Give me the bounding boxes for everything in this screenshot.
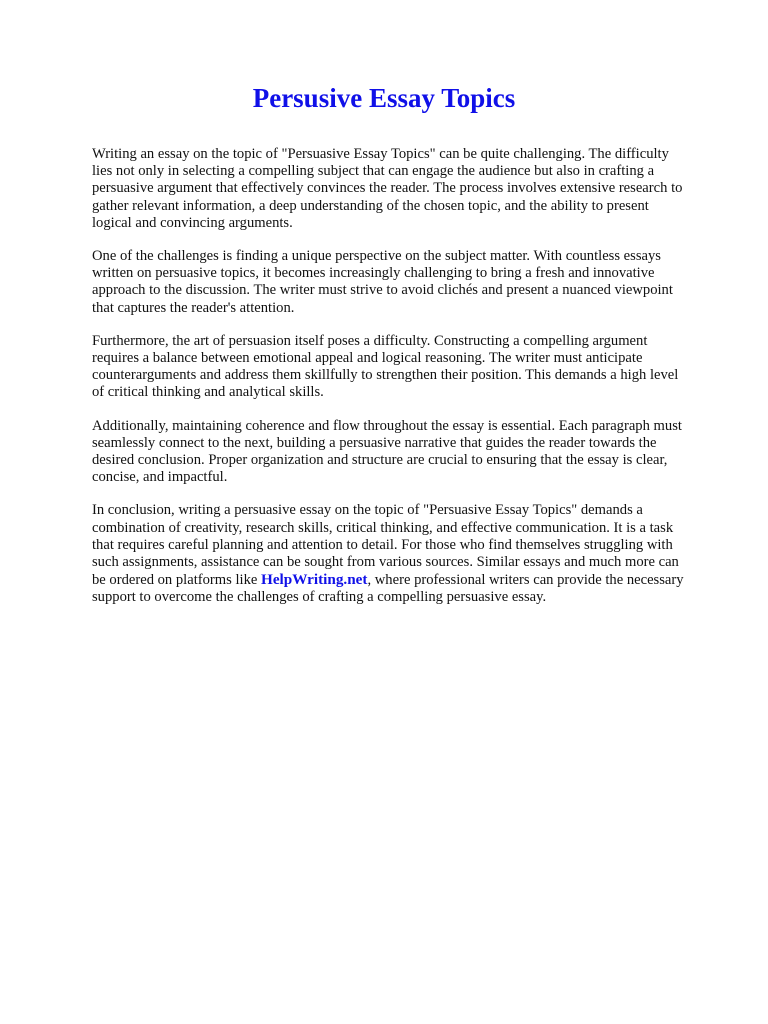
conclusion-text-after-link: , where professional writers can provide the necessary support to overcome the challenges of crafting a compelling persuasive essay. — [92, 572, 684, 606]
page-title: Persusive Essay Topics — [252, 83, 516, 113]
helpwriting-link[interactable]: HelpWriting.net — [261, 571, 368, 589]
paragraph-coherence: Additionally, maintaining coherence and flow throughout the essay is essential. Each paragraph must seamlessly connect to the next, building a persuasive narrative that guides the reader towards the desired conclusion. Proper organization and structure are crucial to ensuring that the essay is clear, concise, and impactful. — [92, 417, 682, 486]
paragraph-perspective: One of the challenges is finding a unique perspective on the subject matter. With countless essays written on persuasive topics, it becomes increasingly challenging to bring a fresh and innovative approach to the discussion. The writer must strive to avoid clichés and present a nuanced viewpoint that captures the reader's attention. — [92, 248, 673, 316]
paragraph-persuasion: Furthermore, the art of persuasion itself poses a difficulty. Constructing a compelling argument requires a balance between emotional appeal and logical reasoning. The writer must anticipate counterarguments and address them skillfully to strengthen their position. This demands a high level of critical thinking and analytical skills. — [92, 332, 679, 401]
paragraph-conclusion — [92, 502, 728, 606]
paragraph-intro: Writing an essay on the topic of "Persuasive Essay Topics" can be quite challenging. The difficulty lies not only in selecting a compelling subject that can engage the audience but also in crafting a persuasive argument that effectively convinces the reader. The process involves extensive research to gather relevant information, a deep understanding of the chosen topic, and the ability to present logical and convincing arguments. — [92, 146, 683, 231]
conclusion-text-before-link: In conclusion, writing a persuasive essay on the topic of "Persuasive Essay Topics" demands a combination of creativity, research skills, critical thinking, and effective communication. It is a task that requires careful planning and attention to detail. For those who find themselves struggling with such assignments, assistance can be sought from various sources. Similar essays and much more can be ordered on platforms like — [92, 502, 679, 589]
document-body — [92, 146, 728, 623]
